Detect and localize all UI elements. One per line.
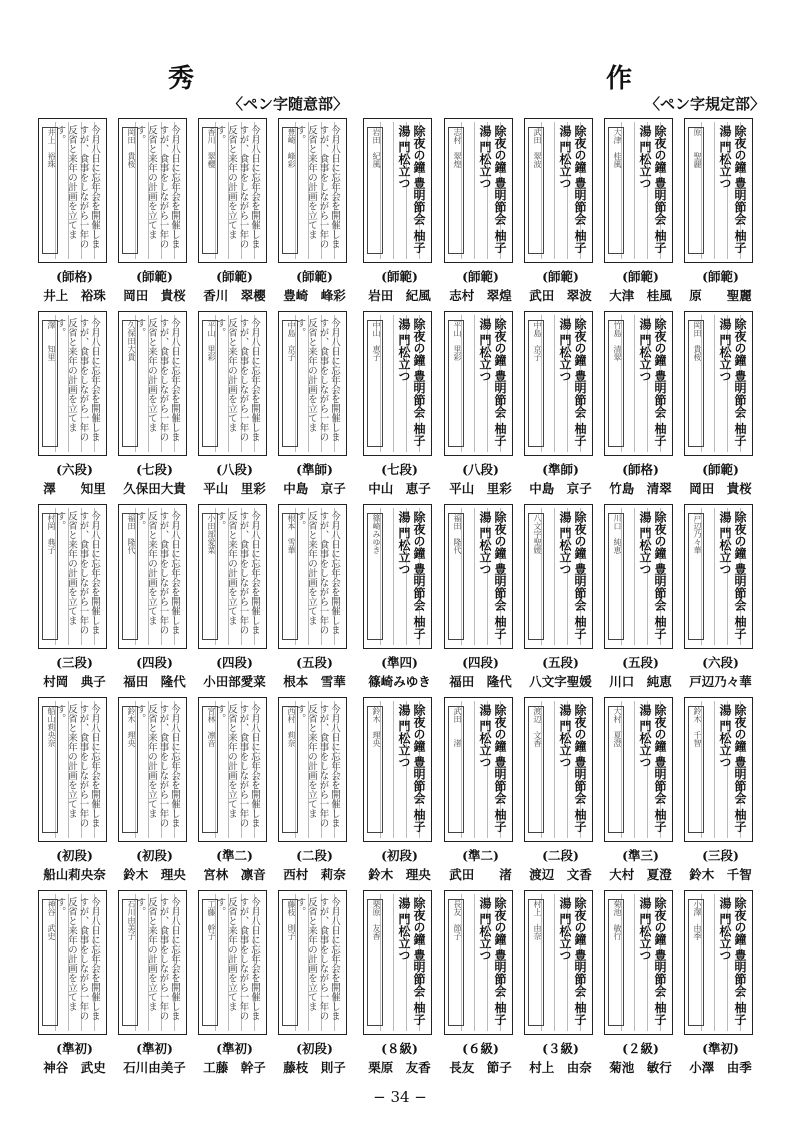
standard-work	[524, 697, 593, 842]
rank-label: (６級)	[462, 1041, 499, 1056]
rank-label: (師範)	[216, 269, 253, 284]
work-entry	[604, 697, 677, 883]
writer-name-box: 福田 隆代	[122, 513, 138, 640]
work-text: 除夜の鐘 豊明節会 柚子湯 門松立つ	[558, 318, 587, 447]
rank-label: (六段)	[702, 655, 739, 670]
writer-name: 渡辺 文香	[529, 867, 592, 882]
writer-name: 根本 雪華	[283, 674, 346, 689]
work-text: 除夜の鐘 豊明節会 柚子湯 門松立つ	[478, 125, 507, 254]
writer-name: 村岡 典子	[43, 674, 106, 689]
work-text: 今月八日に忘年会を開催しますが、食事をしながら一年の反省と来年の計画を立てます。	[294, 897, 340, 1021]
work-text: 除夜の鐘 豊明節会 柚子湯 門松立つ	[397, 704, 426, 833]
section-label-standard: 〈ペン字規定部〉	[645, 95, 766, 113]
rank-label: (準三)	[622, 848, 659, 863]
writer-name: 村上 由奈	[529, 1060, 592, 1075]
writer-name-box: 西村 莉奈	[282, 706, 298, 833]
writer-name: 栗原 友香	[368, 1060, 431, 1075]
writer-name: 豊崎 峰彩	[283, 288, 346, 303]
work-text: 除夜の鐘 豊明節会 柚子湯 門松立つ	[718, 897, 747, 1026]
work-entry	[604, 118, 677, 304]
writer-name: 鈴木 理央	[368, 867, 431, 882]
work-text: 今月八日に忘年会を開催しますが、食事をしながら一年の反省と来年の計画を立てます。	[214, 897, 260, 1021]
work-entry	[198, 890, 271, 1076]
standard-work	[604, 504, 673, 649]
writer-name: 福田 隆代	[123, 674, 186, 689]
writer-name-box: 小田部愛菜	[202, 513, 218, 640]
work-entry	[524, 697, 597, 883]
free-style-work	[118, 890, 187, 1035]
writer-name: 原 聖麗	[689, 288, 752, 303]
writer-name-box: 菊池 敏行	[608, 899, 624, 1026]
writer-name-box: 豊崎 峰彩	[282, 127, 298, 254]
rank-label: (準初)	[216, 1041, 253, 1056]
work-entry	[444, 118, 517, 304]
standard-work	[444, 890, 513, 1035]
free-style-work	[278, 118, 347, 263]
work-text: 除夜の鐘 豊明節会 柚子湯 門松立つ	[558, 704, 587, 833]
work-entry	[604, 504, 677, 690]
writer-name-box: 長友 節子	[448, 899, 464, 1026]
writer-name-box: 志村 翠煌	[448, 127, 464, 254]
rank-label: (準二)	[216, 848, 253, 863]
standard-work	[684, 118, 753, 263]
rank-label: (五段)	[296, 655, 333, 670]
writer-name-box: 宮林 凛音	[202, 706, 218, 833]
rank-label: (初段)	[136, 848, 173, 863]
writer-name: 鈴木 千智	[689, 867, 752, 882]
writer-name-box: 武田 翠波	[528, 127, 544, 254]
standard-work	[524, 311, 593, 456]
writer-name: 小澤 由季	[689, 1060, 752, 1075]
work-text: 除夜の鐘 豊明節会 柚子湯 門松立つ	[397, 511, 426, 640]
rank-label: (七段)	[381, 462, 418, 477]
work-entry	[363, 697, 436, 883]
standard-work	[363, 118, 432, 263]
work-text: 今月八日に忘年会を開催しますが、食事をしながら一年の反省と来年の計画を立てます。	[134, 704, 180, 828]
writer-name: 岡田 貴桜	[123, 288, 186, 303]
work-text: 今月八日に忘年会を開催しますが、食事をしながら一年の反省と来年の計画を立てます。	[54, 125, 100, 249]
writer-name-box: 澤 知里	[42, 320, 58, 447]
standard-work	[524, 118, 593, 263]
rank-label: (師範)	[462, 269, 499, 284]
rank-label: (師範)	[702, 462, 739, 477]
work-entry	[524, 311, 597, 497]
writer-name: 久保田大貴	[123, 481, 186, 496]
writer-name: 藤枝 則子	[283, 1060, 346, 1075]
page-number: − 34 −	[373, 1088, 427, 1106]
work-text: 除夜の鐘 豊明節会 柚子湯 門松立つ	[638, 125, 667, 254]
work-entry	[198, 311, 271, 497]
writer-name: 香川 翠櫻	[203, 288, 266, 303]
writer-name: 大村 夏澄	[609, 867, 672, 882]
free-style-work	[38, 504, 107, 649]
section-label-free: 〈ペン字随意部〉	[228, 95, 349, 113]
standard-work	[363, 890, 432, 1035]
writer-name: 菊池 敏行	[609, 1060, 672, 1075]
work-entry	[524, 504, 597, 690]
work-text: 今月八日に忘年会を開催しますが、食事をしながら一年の反省と来年の計画を立てます。	[54, 318, 100, 442]
rank-label: (三段)	[56, 655, 93, 670]
work-entry	[38, 118, 111, 304]
work-entry	[604, 311, 677, 497]
writer-name-box: 香川 翠櫻	[202, 127, 218, 254]
writer-name-box: 中山 恵子	[367, 320, 383, 447]
work-text: 今月八日に忘年会を開催しますが、食事をしながら一年の反省と来年の計画を立てます。	[294, 704, 340, 828]
free-style-work	[118, 697, 187, 842]
writer-name: 岩田 紀風	[368, 288, 431, 303]
work-entry	[118, 504, 191, 690]
work-entry	[363, 118, 436, 304]
work-text: 今月八日に忘年会を開催しますが、食事をしながら一年の反省と来年の計画を立てます。	[294, 318, 340, 442]
free-style-work	[278, 504, 347, 649]
writer-name-box: 藤枝 則子	[282, 899, 298, 1026]
writer-name: 志村 翠煌	[449, 288, 512, 303]
work-entry	[684, 697, 757, 883]
writer-name: 神谷 武史	[43, 1060, 106, 1075]
rank-label: (師範)	[296, 269, 333, 284]
work-text: 除夜の鐘 豊明節会 柚子湯 門松立つ	[397, 318, 426, 447]
work-text: 除夜の鐘 豊明節会 柚子湯 門松立つ	[558, 125, 587, 254]
work-text: 今月八日に忘年会を開催しますが、食事をしながら一年の反省と来年の計画を立てます。	[294, 511, 340, 635]
work-text: 除夜の鐘 豊明節会 柚子湯 門松立つ	[638, 704, 667, 833]
standard-work	[363, 697, 432, 842]
work-entry	[684, 504, 757, 690]
writer-name: 中島 京子	[283, 481, 346, 496]
writer-name: 川口 純恵	[609, 674, 672, 689]
writer-name: 長友 節子	[449, 1060, 512, 1075]
writer-name: 石川由美子	[123, 1060, 186, 1075]
work-text: 今月八日に忘年会を開催しますが、食事をしながら一年の反省と来年の計画を立てます。	[54, 704, 100, 828]
work-text: 除夜の鐘 豊明節会 柚子湯 門松立つ	[558, 897, 587, 1026]
work-entry	[38, 504, 111, 690]
work-text: 今月八日に忘年会を開催しますが、食事をしながら一年の反省と来年の計画を立てます。	[54, 897, 100, 1021]
writer-name-box: 村上 由奈	[528, 899, 544, 1026]
page-title: 秀 作	[167, 64, 752, 94]
rank-label: (六段)	[56, 462, 93, 477]
standard-work	[604, 118, 673, 263]
writer-name: 西村 莉奈	[283, 867, 346, 882]
standard-work	[524, 504, 593, 649]
work-text: 今月八日に忘年会を開催しますが、食事をしながら一年の反省と来年の計画を立てます。	[134, 125, 180, 249]
free-style-work	[278, 890, 347, 1035]
writer-name: 中山 恵子	[368, 481, 431, 496]
work-text: 今月八日に忘年会を開催しますが、食事をしながら一年の反省と来年の計画を立てます。	[214, 125, 260, 249]
work-entry	[444, 311, 517, 497]
rank-label: (五段)	[622, 655, 659, 670]
work-entry	[684, 890, 757, 1076]
rank-label: (準初)	[56, 1041, 93, 1056]
work-text: 除夜の鐘 豊明節会 柚子湯 門松立つ	[718, 125, 747, 254]
rank-label: (初段)	[296, 1041, 333, 1056]
work-entry	[278, 118, 351, 304]
rank-label: (師範)	[542, 269, 579, 284]
work-entry	[444, 890, 517, 1076]
rank-label: (八段)	[216, 462, 253, 477]
work-entry	[38, 890, 111, 1076]
rank-label: (四段)	[136, 655, 173, 670]
writer-name-box: 鈴木 理央	[122, 706, 138, 833]
writer-name-box: 久保田大貴	[122, 320, 138, 447]
rank-label: (準四)	[381, 655, 418, 670]
standard-work	[684, 697, 753, 842]
work-text: 今月八日に忘年会を開催しますが、食事をしながら一年の反省と来年の計画を立てます。	[214, 318, 260, 442]
rank-label: (三段)	[702, 848, 739, 863]
writer-name-box: 石川由美子	[122, 899, 138, 1026]
rank-label: (８級)	[381, 1041, 418, 1056]
writer-name: 八文字聖媛	[529, 674, 592, 689]
work-text: 除夜の鐘 豊明節会 柚子湯 門松立つ	[558, 511, 587, 640]
free-style-work	[118, 118, 187, 263]
work-entry	[198, 504, 271, 690]
rank-label: (八段)	[462, 462, 499, 477]
writer-name-box: 井上 裕珠	[42, 127, 58, 254]
work-entry	[684, 311, 757, 497]
work-entry	[118, 118, 191, 304]
writer-name: 戸辺乃々華	[689, 674, 752, 689]
work-entry	[278, 504, 351, 690]
rank-label: (二段)	[542, 848, 579, 863]
writer-name: 大津 桂風	[609, 288, 672, 303]
writer-name-box: 工藤 幹子	[202, 899, 218, 1026]
writer-name-box: 大村 夏澄	[608, 706, 624, 833]
writer-name: 平山 里彩	[203, 481, 266, 496]
free-style-work	[278, 311, 347, 456]
writer-name: 武田 翠波	[529, 288, 592, 303]
writer-name: 中島 京子	[529, 481, 592, 496]
rank-label: (初段)	[381, 848, 418, 863]
writer-name-box: 岡田 貴桜	[688, 320, 704, 447]
work-text: 今月八日に忘年会を開催しますが、食事をしながら一年の反省と来年の計画を立てます。	[214, 704, 260, 828]
work-text: 今月八日に忘年会を開催しますが、食事をしながら一年の反省と来年の計画を立てます。	[134, 897, 180, 1021]
work-text: 除夜の鐘 豊明節会 柚子湯 門松立つ	[718, 704, 747, 833]
writer-name-box: 神谷 武史	[42, 899, 58, 1026]
standard-work	[363, 504, 432, 649]
work-text: 今月八日に忘年会を開催しますが、食事をしながら一年の反省と来年の計画を立てます。	[134, 511, 180, 635]
writer-name-box: 川口 純恵	[608, 513, 624, 640]
writer-name: 工藤 幹子	[203, 1060, 266, 1075]
work-entry	[278, 890, 351, 1076]
writer-name-box: 岡田 貴桜	[122, 127, 138, 254]
free-style-work	[198, 118, 267, 263]
work-entry	[524, 890, 597, 1076]
work-entry	[363, 504, 436, 690]
work-entry	[524, 118, 597, 304]
writer-name-box: 武田 渚	[448, 706, 464, 833]
works-grid	[38, 118, 768, 1075]
writer-name-box: 平山 里彩	[202, 320, 218, 447]
free-style-work	[198, 504, 267, 649]
writer-name: 武田 渚	[449, 867, 512, 882]
writer-name-box: 大津 桂風	[608, 127, 624, 254]
writer-name-box: 村岡 典子	[42, 513, 58, 640]
rank-label: (準二)	[462, 848, 499, 863]
writer-name-box: 中島 京子	[282, 320, 298, 447]
work-text: 今月八日に忘年会を開催しますが、食事をしながら一年の反省と来年の計画を立てます。	[134, 318, 180, 442]
writer-name-box: 岩田 紀風	[367, 127, 383, 254]
writer-name: 船山莉央奈	[43, 867, 106, 882]
writer-name: 岡田 貴桜	[689, 481, 752, 496]
writer-name-box: 鈴木 千智	[688, 706, 704, 833]
writer-name-box: 原 聖麗	[688, 127, 704, 254]
writer-name-box: 竹島 清翠	[608, 320, 624, 447]
rank-label: (師格)	[622, 462, 659, 477]
work-text: 今月八日に忘年会を開催しますが、食事をしながら一年の反省と来年の計画を立てます。	[54, 511, 100, 635]
free-style-work	[38, 890, 107, 1035]
standard-work	[684, 890, 753, 1035]
work-entry	[198, 697, 271, 883]
work-entry	[118, 697, 191, 883]
standard-work	[684, 311, 753, 456]
work-text: 除夜の鐘 豊明節会 柚子湯 門松立つ	[718, 318, 747, 447]
standard-work	[444, 697, 513, 842]
work-text: 除夜の鐘 豊明節会 柚子湯 門松立つ	[478, 704, 507, 833]
rank-label: (師範)	[622, 269, 659, 284]
writer-name-box: 船山莉央奈	[42, 706, 58, 833]
writer-name-box: 八文字聖媛	[528, 513, 544, 640]
rank-label: (初段)	[56, 848, 93, 863]
writer-name-box: 鈴木 理央	[367, 706, 383, 833]
free-style-work	[38, 697, 107, 842]
writer-name: 小田部愛菜	[203, 674, 266, 689]
work-text: 除夜の鐘 豊明節会 柚子湯 門松立つ	[397, 125, 426, 254]
work-entry	[684, 118, 757, 304]
free-style-work	[198, 311, 267, 456]
rank-label: (五段)	[542, 655, 579, 670]
writer-name-box: 栗原 友香	[367, 899, 383, 1026]
rank-label: (２級)	[622, 1041, 659, 1056]
writer-name: 平山 里彩	[449, 481, 512, 496]
rank-label: (四段)	[462, 655, 499, 670]
writer-name: 澤 知里	[43, 481, 106, 496]
work-entry	[38, 697, 111, 883]
standard-work	[604, 697, 673, 842]
rank-label: (二段)	[296, 848, 333, 863]
work-text: 除夜の鐘 豊明節会 柚子湯 門松立つ	[478, 897, 507, 1026]
work-entry	[444, 697, 517, 883]
rank-label: (準師)	[296, 462, 333, 477]
writer-name: 鈴木 理央	[123, 867, 186, 882]
work-entry	[604, 890, 677, 1076]
standard-work	[444, 311, 513, 456]
work-text: 除夜の鐘 豊明節会 柚子湯 門松立つ	[638, 897, 667, 1026]
rank-label: (師範)	[702, 269, 739, 284]
work-text: 今月八日に忘年会を開催しますが、食事をしながら一年の反省と来年の計画を立てます。	[214, 511, 260, 635]
rank-label: (師範)	[381, 269, 418, 284]
work-entry	[363, 890, 436, 1076]
standard-work	[604, 890, 673, 1035]
writer-name-box: 篠崎みゆき	[367, 513, 383, 640]
free-style-work	[198, 697, 267, 842]
work-entry	[38, 311, 111, 497]
work-entry	[278, 697, 351, 883]
writer-name-box: 戸辺乃々華	[688, 513, 704, 640]
rank-label: (準初)	[702, 1041, 739, 1056]
work-entry	[444, 504, 517, 690]
writer-name-box: 小澤 由季	[688, 899, 704, 1026]
writer-name: 篠崎みゆき	[368, 674, 431, 689]
work-entry	[118, 890, 191, 1076]
writer-name-box: 根本 雪華	[282, 513, 298, 640]
work-text: 除夜の鐘 豊明節会 柚子湯 門松立つ	[478, 318, 507, 447]
rank-label: (師格)	[56, 269, 93, 284]
work-text: 今月八日に忘年会を開催しますが、食事をしながら一年の反省と来年の計画を立てます。	[294, 125, 340, 249]
rank-label: (七段)	[136, 462, 173, 477]
standard-work	[524, 890, 593, 1035]
rank-label: (四段)	[216, 655, 253, 670]
standard-work	[444, 504, 513, 649]
rank-label: (師範)	[136, 269, 173, 284]
standard-work	[684, 504, 753, 649]
work-text: 除夜の鐘 豊明節会 柚子湯 門松立つ	[638, 511, 667, 640]
free-style-work	[118, 311, 187, 456]
free-style-work	[38, 118, 107, 263]
free-style-work	[278, 697, 347, 842]
writer-name: 福田 隆代	[449, 674, 512, 689]
work-entry	[363, 311, 436, 497]
writer-name: 井上 裕珠	[43, 288, 106, 303]
writer-name-box: 福田 隆代	[448, 513, 464, 640]
rank-label: (３級)	[542, 1041, 579, 1056]
rank-label: (準初)	[136, 1041, 173, 1056]
work-entry	[198, 118, 271, 304]
work-entry	[118, 311, 191, 497]
work-text: 除夜の鐘 豊明節会 柚子湯 門松立つ	[638, 318, 667, 447]
work-text: 除夜の鐘 豊明節会 柚子湯 門松立つ	[718, 511, 747, 640]
free-style-work	[198, 890, 267, 1035]
standard-work	[363, 311, 432, 456]
work-text: 除夜の鐘 豊明節会 柚子湯 門松立つ	[397, 897, 426, 1026]
work-entry	[278, 311, 351, 497]
work-text: 除夜の鐘 豊明節会 柚子湯 門松立つ	[478, 511, 507, 640]
writer-name-box: 平山 里彩	[448, 320, 464, 447]
writer-name: 宮林 凛音	[203, 867, 266, 882]
free-style-work	[118, 504, 187, 649]
free-style-work	[38, 311, 107, 456]
writer-name-box: 中島 京子	[528, 320, 544, 447]
writer-name: 竹島 清翠	[609, 481, 672, 496]
rank-label: (準師)	[542, 462, 579, 477]
standard-work	[604, 311, 673, 456]
standard-work	[444, 118, 513, 263]
writer-name-box: 渡辺 文香	[528, 706, 544, 833]
